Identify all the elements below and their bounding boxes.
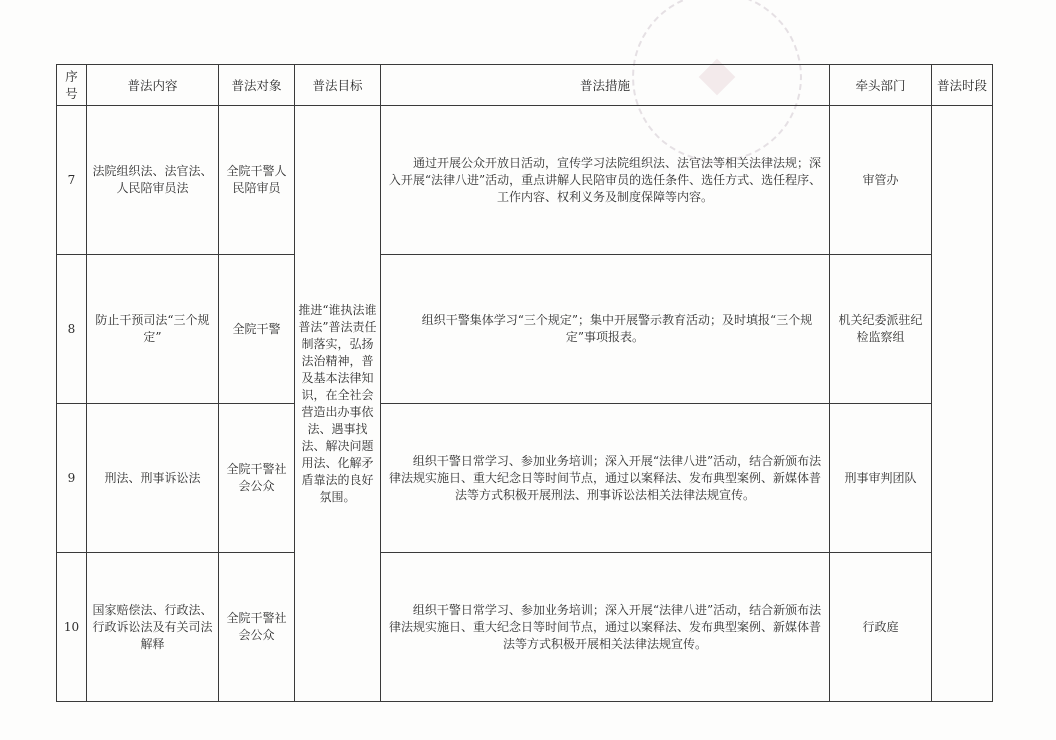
row-content: 国家赔偿法、行政法、行政诉讼法及有关司法解释 [87, 553, 219, 702]
row-content: 法院组织法、法官法、人民陪审员法 [87, 106, 219, 255]
row-seq: 10 [57, 553, 87, 702]
header-goal: 普法目标 [295, 65, 381, 106]
header-period: 普法时段 [932, 65, 993, 106]
row-dept: 审管办 [830, 106, 932, 255]
row-measures [381, 404, 830, 553]
row-content: 刑法、刑事诉讼法 [87, 404, 219, 553]
row-measures [381, 106, 830, 255]
table-row [57, 106, 993, 255]
row-measures [381, 553, 830, 702]
row-content: 防止干预司法“三个规定” [87, 255, 219, 404]
row-seq: 9 [57, 404, 87, 553]
table-row [57, 553, 993, 702]
row-target: 全院干警社会公众 [219, 404, 295, 553]
header-content: 普法内容 [87, 65, 219, 106]
row-measures-text: 通过开展公众开放日活动，宣传学习法院组织法、法官法等相关法律法规；深入开展“法律八进”活动，重点讲解人民陪审员的选任条件、选任方式、选任程序、工作内容、权利义务及制度保障等内容。 [388, 155, 822, 204]
row-dept: 刑事审判团队 [830, 404, 932, 553]
header-seq: 序号 [57, 65, 87, 106]
shared-goal-cell: 推进“谁执法谁普法”普法责任制落实，弘扬法治精神，普及基本法律知识，在全社会营造出办事依法、遇事找法、解决问题用法、化解矛盾靠法的良好氛围。 [295, 106, 381, 702]
header-measures: 普法措施 [381, 65, 830, 106]
header-target: 普法对象 [219, 65, 295, 106]
row-measures-text: 组织干警日常学习、参加业务培训；深入开展“法律八进”活动，结合新颁布法律法规实施日、重大纪念日等时间节点，通过以案释法、发布典型案例、新媒体普法等方式积极开展刑法、刑事诉讼法相关法律法规宣传。 [388, 453, 822, 502]
period-cell [932, 106, 993, 702]
row-seq: 7 [57, 106, 87, 255]
row-measures [381, 255, 830, 404]
table-row [57, 255, 993, 404]
legal-publicity-table [56, 64, 993, 702]
row-dept: 机关纪委派驻纪检监察组 [830, 255, 932, 404]
header-dept: 牵头部门 [830, 65, 932, 106]
row-target: 全院干警 [219, 255, 295, 404]
row-seq: 8 [57, 255, 87, 404]
row-measures-text: 组织干警集体学习“三个规定”；集中开展警示教育活动；及时填报“三个规定”事项报表。 [421, 313, 813, 344]
table-row [57, 404, 993, 553]
row-target: 全院干警人民陪审员 [219, 106, 295, 255]
table-header-row [57, 65, 993, 106]
row-target: 全院干警社会公众 [219, 553, 295, 702]
row-measures-text: 组织干警日常学习、参加业务培训；深入开展“法律八进”活动，结合新颁布法律法规实施日、重大纪念日等时间节点，通过以案释法、发布典型案例、新媒体普法等方式积极开展相关法律法规宣传。 [388, 602, 822, 651]
row-dept: 行政庭 [830, 553, 932, 702]
